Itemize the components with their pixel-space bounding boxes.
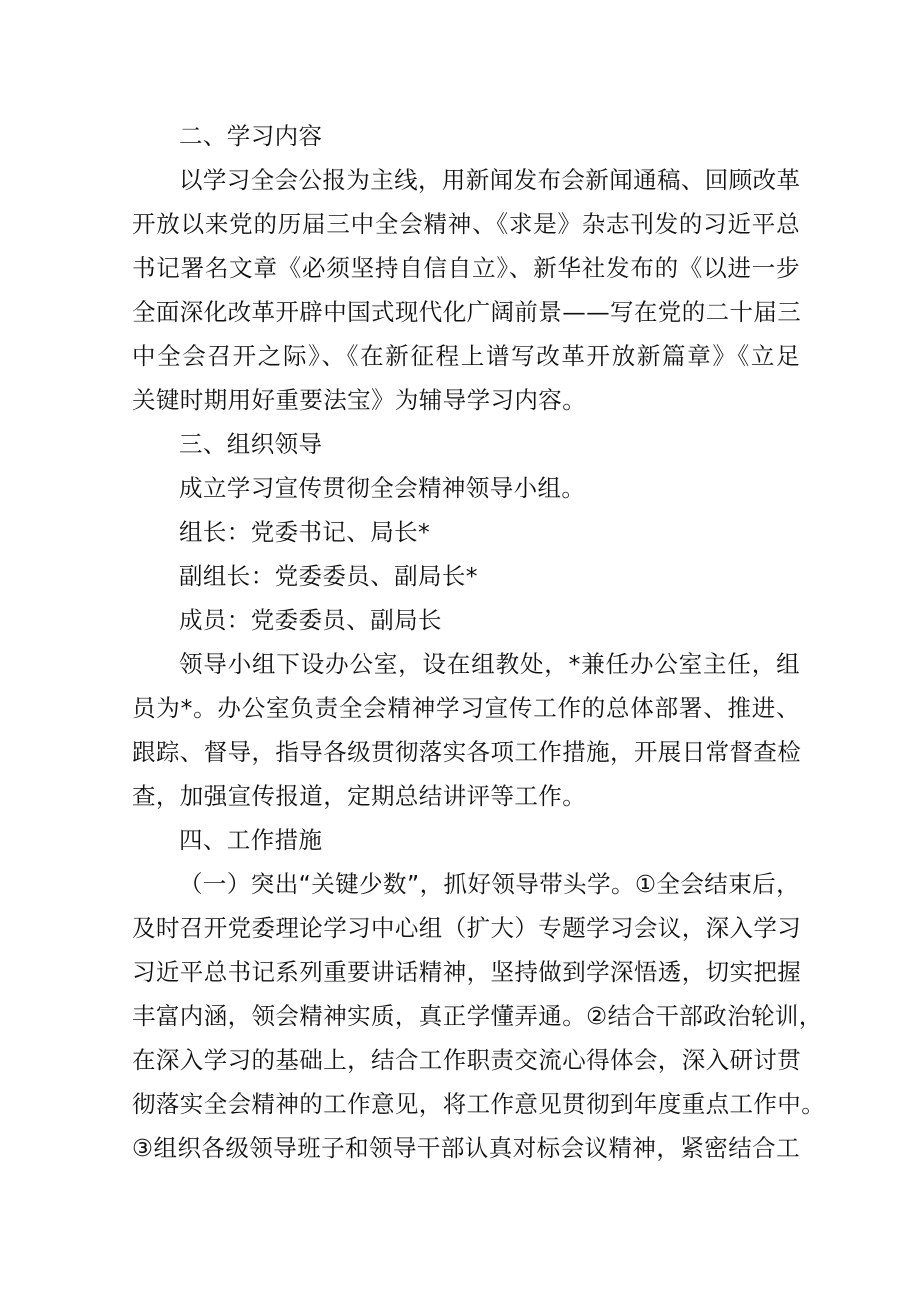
text-line: 及时召开党委理论学习中心组（扩大）专题学习会议，深入学习 bbox=[132, 914, 802, 942]
document-page bbox=[132, 114, 826, 1170]
text-line: 彻落实全会精神的工作意见，将工作意见贯彻到年度重点工作中。 bbox=[132, 1090, 826, 1118]
paragraph-study-content bbox=[132, 158, 800, 422]
text-line: 全面深化改革开辟中国式现代化广阔前景——写在党的二十届三 bbox=[132, 298, 802, 326]
text-line: 员为*。办公室负责全会精神学习宣传工作的总体部署、推进、 bbox=[132, 694, 800, 722]
text-line: 书记署名文章《必须坚持自信自立》、新华社发布的《以进一步 bbox=[132, 254, 800, 282]
paragraph-leading-group: 成立学习宣传贯彻全会精神领导小组。 bbox=[179, 474, 586, 502]
section-heading-measures: 四、工作措施 bbox=[179, 826, 323, 854]
paragraph-office bbox=[132, 642, 800, 818]
section-heading-study-content: 二、学习内容 bbox=[179, 122, 323, 150]
text-line: ③组织各级领导班子和领导干部认真对标会议精神，紧密结合工 bbox=[132, 1134, 800, 1162]
text-line: （一）突出“关键少数”，抓好领导带头学。①全会结束后， bbox=[179, 870, 800, 898]
text-line: 关键时期用好重要法宝》为辅导学习内容。 bbox=[132, 386, 587, 414]
text-line: 查，加强宣传报道，定期总结讲评等工作。 bbox=[132, 782, 587, 810]
paragraph-measure-1 bbox=[132, 862, 826, 1170]
text-line: 中全会召开之际》、《在新征程上谱写改革开放新篇章》《立足 bbox=[132, 342, 800, 370]
paragraph-members: 成员：党委委员、副局长 bbox=[179, 606, 442, 634]
section-heading-organization: 三、组织领导 bbox=[179, 430, 323, 458]
paragraph-deputy-leader: 副组长：党委委员、副局长* bbox=[179, 562, 478, 590]
text-line: 丰富内涵，领会精神实质，真正学懂弄通。②结合干部政治轮训， bbox=[132, 1002, 823, 1030]
paragraph-group-leader: 组长：党委书记、局长* bbox=[179, 518, 431, 546]
text-line: 领导小组下设办公室，设在组教处，*兼任办公室主任，组 bbox=[179, 650, 800, 678]
text-line: 以学习全会公报为主线，用新闻发布会新闻通稿、回顾改革 bbox=[179, 166, 801, 194]
text-line: 在深入学习的基础上，结合工作职责交流心得体会，深入研讨贯 bbox=[132, 1046, 802, 1074]
text-line: 开放以来党的历届三中全会精神、《求是》杂志刊发的习近平总 bbox=[132, 210, 800, 238]
text-line: 跟踪、督导，指导各级贯彻落实各项工作措施，开展日常督查检 bbox=[132, 738, 802, 766]
text-line: 习近平总书记系列重要讲话精神，坚持做到学深悟透，切实把握 bbox=[132, 958, 802, 986]
